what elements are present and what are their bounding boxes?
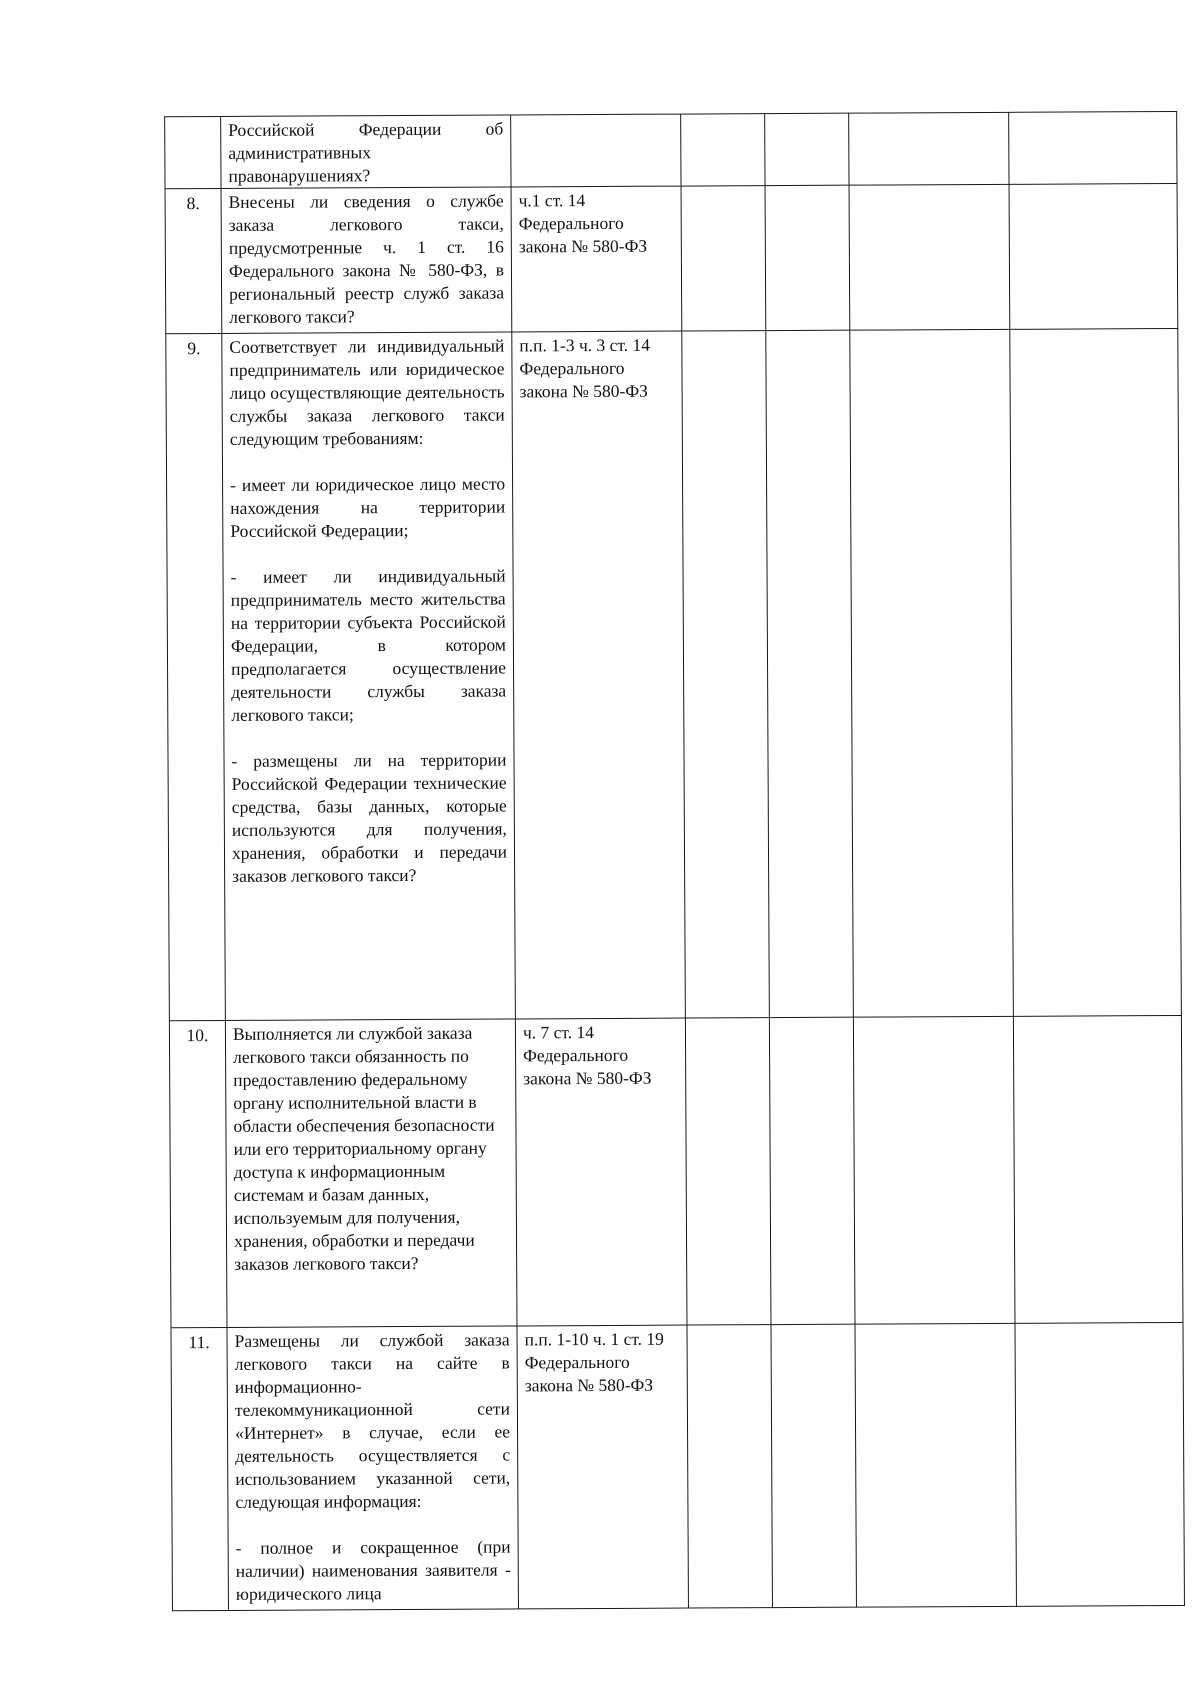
empty-cell bbox=[681, 114, 765, 186]
empty-cell bbox=[1010, 328, 1182, 1016]
row-number: 10. bbox=[169, 1020, 227, 1327]
question-text: Российской Федерации об административных правонарушениях? bbox=[228, 118, 504, 186]
row-number: 8. bbox=[165, 188, 222, 333]
table-row bbox=[165, 111, 1177, 188]
question-text: - имеет ли индивидуальный предприниматель место жительства на территории субъекта Российской Федерации, в котором предполагается осуществление деятельности службы заказа легкового такси; bbox=[230, 565, 507, 725]
reference-cell: ч. 7 ст. 14 Федерального закона № 580-ФЗ bbox=[515, 1018, 687, 1326]
question-cell bbox=[227, 1326, 518, 1611]
table-row bbox=[165, 183, 1178, 333]
empty-cell bbox=[1009, 111, 1177, 184]
checklist-table bbox=[164, 111, 1185, 1611]
empty-cell bbox=[849, 184, 1010, 330]
reference-cell: п.п. 1-3 ч. 3 ст. 14 Федерального закона № 580-ФЗ bbox=[512, 331, 686, 1019]
table-row bbox=[166, 328, 1182, 1020]
reference-cell: п.п. 1-10 ч. 1 ст. 19 Федерального закона № 580-ФЗ bbox=[517, 1325, 688, 1609]
empty-cell bbox=[850, 329, 1014, 1017]
empty-cell bbox=[1015, 1322, 1184, 1606]
question-cell bbox=[221, 187, 512, 334]
question-cell bbox=[225, 1019, 517, 1328]
row-number: 11. bbox=[171, 1327, 228, 1610]
empty-cell bbox=[769, 1017, 855, 1324]
empty-cell bbox=[853, 1016, 1015, 1324]
reference-cell: ч.1 ст. 14 Федерального закона № 580-ФЗ bbox=[511, 186, 682, 332]
empty-cell bbox=[1013, 1015, 1183, 1323]
empty-cell bbox=[1009, 183, 1178, 329]
question-cell bbox=[222, 332, 516, 1021]
question-text: Внесены ли сведения о службе заказа легкового такси, предусмотренные ч. 1 ст. 16 Федерального закона № 580-ФЗ, в региональный реестр служб заказа легкового такси? bbox=[228, 190, 505, 327]
question-text: Соответствует ли индивидуальный предприниматель или юридическое лицо осуществляющие деятельность службы заказа легкового такси следующим требованиям: bbox=[229, 335, 505, 449]
question-text: - полное и сокращенное (при наличии) наименования заявителя - юридического лица bbox=[235, 1536, 511, 1604]
question-text: - размещены ли на территории Российской Федерации технические средства, базы данных, которые используются для получения, хранения, обработки и передачи заказов легкового такси? bbox=[231, 749, 508, 886]
question-text: - имеет ли юридическое лицо место нахождения на территории Российской Федерации; bbox=[230, 473, 506, 541]
empty-cell bbox=[687, 1325, 772, 1608]
reference-cell bbox=[511, 114, 681, 187]
question-text: Выполняется ли службой заказа легкового такси обязанность по предоставлению федеральному органу исполнительной власти в области обеспечения безопасности или его территориальному органу доступа к информационным системам и базам данных, используемым для получения, хранения, обработки и передачи заказов легкового такси? bbox=[232, 1022, 495, 1274]
empty-cell bbox=[685, 1018, 771, 1325]
question-cell bbox=[221, 115, 511, 189]
empty-cell bbox=[766, 330, 854, 1017]
row-number: 9. bbox=[166, 333, 226, 1020]
empty-cell bbox=[682, 331, 770, 1018]
question-text: Размещены ли службой заказа легкового такси на сайте в информационно-телекоммуникационной сети «Интернет» в случае, если ее деятельность осуществляется с использованием указанной сети, следующая информация: bbox=[234, 1329, 511, 1512]
table-row bbox=[169, 1015, 1183, 1327]
empty-cell bbox=[849, 112, 1009, 185]
empty-cell bbox=[771, 1324, 856, 1607]
empty-cell bbox=[765, 185, 850, 330]
table-row bbox=[171, 1322, 1184, 1610]
empty-cell bbox=[855, 1323, 1016, 1607]
row-number bbox=[165, 116, 221, 188]
empty-cell bbox=[765, 113, 849, 185]
empty-cell bbox=[681, 186, 766, 331]
